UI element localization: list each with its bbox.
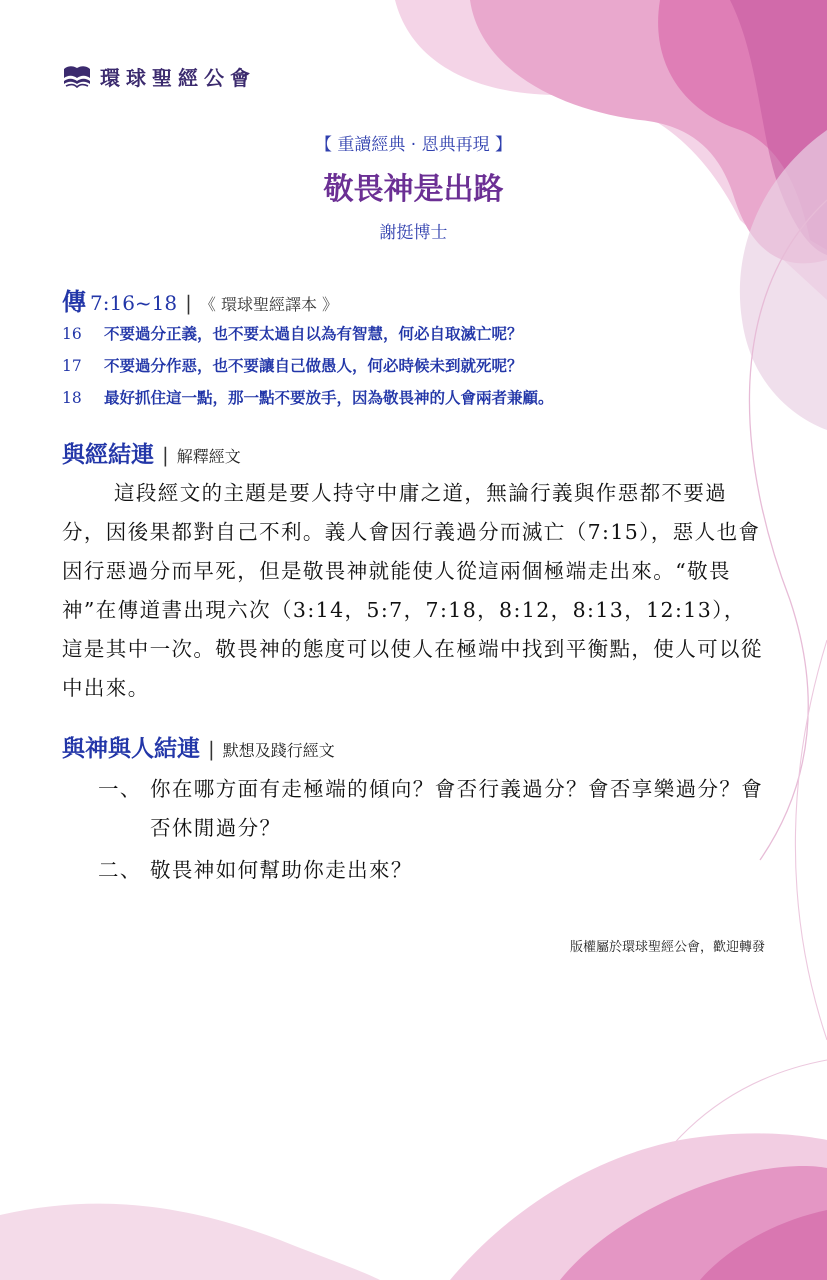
section-heading-application bbox=[62, 730, 335, 763]
scripture-reference bbox=[62, 282, 338, 317]
verse-text: 不要過分正義，也不要太過自以為有智慧，何必自取滅亡呢？ bbox=[104, 324, 523, 343]
bible-society-logo-icon bbox=[62, 64, 92, 90]
verse-line bbox=[62, 382, 762, 414]
verse-text: 不要過分作惡，也不要讓自己做愚人，何必時候未到就死呢？ bbox=[104, 356, 523, 375]
ref-book: 傳 bbox=[62, 287, 86, 316]
right-curve-line-2 bbox=[795, 640, 827, 1040]
verse-number: 16 bbox=[62, 325, 82, 343]
section-heading-main: 與經結連 bbox=[62, 441, 154, 468]
section-heading-main: 與神與人結連 bbox=[62, 735, 200, 762]
question-item bbox=[98, 851, 768, 890]
ref-version: 《 環球聖經譯本 》 bbox=[199, 295, 339, 314]
verse-list bbox=[62, 318, 762, 414]
page-title: 敬畏神是出路 bbox=[323, 172, 504, 207]
verse-line bbox=[62, 350, 762, 382]
verse-text: 最好抓住這一點，那一點不要放手，因為敬畏神的人會兩者兼顧。 bbox=[104, 388, 554, 407]
author: 謝挺博士 bbox=[379, 223, 448, 243]
question-text: 你在哪方面有走極端的傾向？會否行義過分？會否享樂過分？會否休閒過分？ bbox=[150, 777, 764, 840]
verse-number: 17 bbox=[62, 357, 82, 375]
ref-separator: | bbox=[185, 291, 192, 315]
section-heading-interpretation bbox=[62, 436, 241, 469]
bottom-light-blob bbox=[0, 1204, 380, 1280]
brand-name: 環球聖經公會 bbox=[100, 66, 256, 90]
question-item bbox=[98, 770, 768, 848]
section-heading-sub: 默想及踐行經文 bbox=[222, 741, 335, 760]
verse-line bbox=[62, 318, 762, 350]
brand-logo bbox=[62, 62, 256, 91]
section-heading-separator: | bbox=[162, 443, 169, 467]
question-number: 一、 bbox=[98, 777, 142, 801]
interpretation-paragraph: 這段經文的主題是要人持守中庸之道，無論行義與作惡都不要過分，因後果都對自己不利。義人會因行義過分而滅亡（7:15），惡人也會因行惡過分而早死，但是敬畏神就能使人從這兩個極端走出來。“敬畏神”在傳道書出現六次（3:14，5:7，7:18，8:12，8:13，12:13），這是其中一次。敬畏神的態度可以使人在極端中找到平衡點，使人可以從中出來。 bbox=[62, 481, 763, 700]
section-heading-separator: | bbox=[208, 737, 215, 761]
question-text: 敬畏神如何幫助你走出來？ bbox=[150, 858, 413, 882]
verse-number: 18 bbox=[62, 389, 82, 407]
reflection-questions bbox=[98, 770, 768, 893]
section-heading-sub: 解釋經文 bbox=[176, 447, 241, 466]
question-number: 二、 bbox=[98, 858, 142, 882]
series-title: 【 重讀經典 · 恩典再現 】 bbox=[314, 135, 513, 155]
ref-range: 7:16~18 bbox=[90, 291, 178, 315]
copyright-notice: 版權屬於環球聖經公會，歡迎轉發 bbox=[569, 940, 765, 955]
